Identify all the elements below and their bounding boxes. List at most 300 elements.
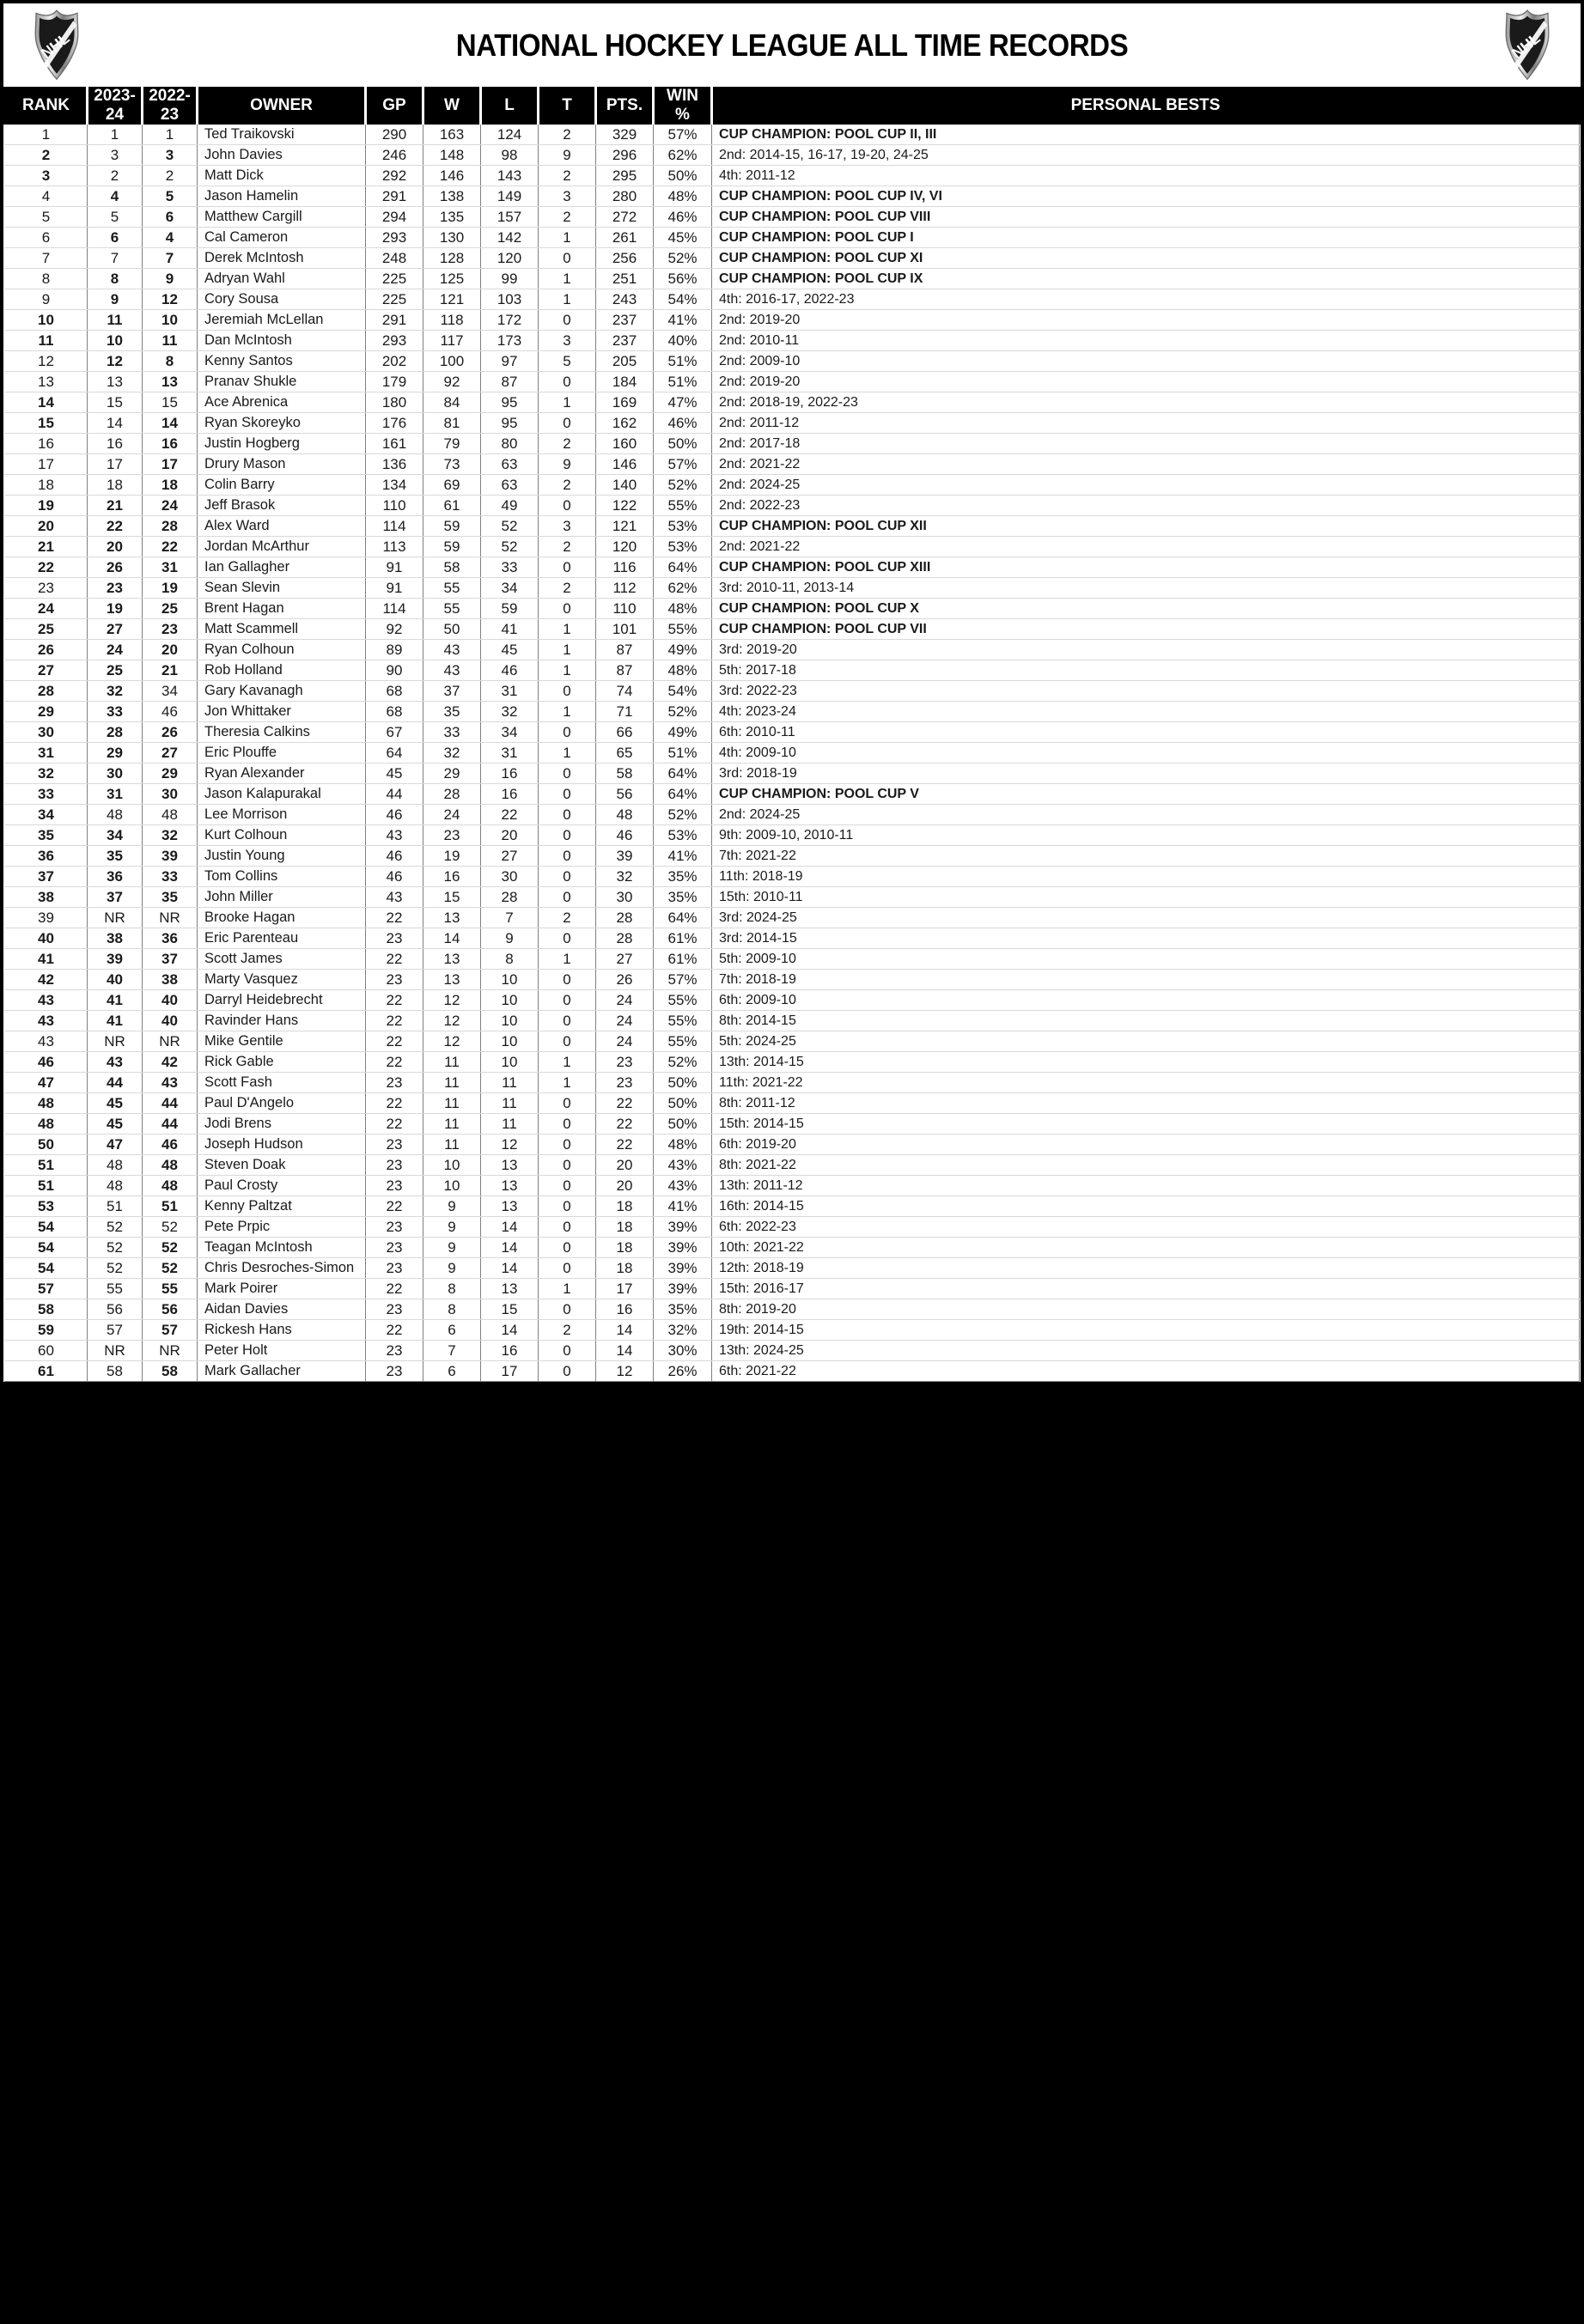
cell-2022-23: 48	[143, 1176, 198, 1196]
cell-w: 15	[423, 887, 481, 908]
table-header-row	[5, 87, 1580, 125]
cell-owner: Eric Plouffe	[198, 743, 366, 764]
cell-owner: Derek McIntosh	[198, 248, 366, 269]
cell-personal-best: 13th: 2024-25	[712, 1341, 1580, 1361]
cell-personal-best: CUP CHAMPION: POOL CUP V	[712, 784, 1580, 805]
table-row[interactable]	[5, 516, 1580, 537]
table-row[interactable]	[5, 1217, 1580, 1238]
table-row[interactable]	[5, 475, 1580, 496]
cell-personal-best: 2nd: 2011-12	[712, 413, 1580, 434]
cell-t: 0	[539, 970, 596, 990]
cell-gp: 202	[366, 351, 423, 372]
cell-2022-23: 52	[143, 1238, 198, 1258]
cell-gp: 45	[366, 764, 423, 784]
cell-rank: 60	[5, 1341, 88, 1361]
cell-t: 1	[539, 743, 596, 764]
cell-2023-24: 32	[88, 681, 143, 702]
cell-pts: 18	[596, 1217, 654, 1238]
cell-rank: 15	[5, 413, 88, 434]
cell-win-pct: 55%	[654, 1011, 712, 1031]
cell-gp: 91	[366, 578, 423, 599]
cell-2022-23: 12	[143, 289, 198, 310]
page-title: NATIONAL HOCKEY LEAGUE ALL TIME RECORDS	[455, 27, 1129, 63]
cell-personal-best: 3rd: 2024-25	[712, 908, 1580, 928]
cell-win-pct: 26%	[654, 1361, 712, 1382]
cell-win-pct: 35%	[654, 1299, 712, 1320]
cell-rank: 14	[5, 392, 88, 413]
table-row[interactable]	[5, 949, 1580, 970]
cell-rank: 48	[5, 1093, 88, 1114]
cell-owner: Teagan McIntosh	[198, 1238, 366, 1258]
cell-t: 1	[539, 619, 596, 640]
cell-owner: Aidan Davies	[198, 1299, 366, 1320]
cell-l: 13	[481, 1279, 539, 1299]
cell-2023-24: NR	[88, 908, 143, 928]
cell-rank: 6	[5, 228, 88, 248]
cell-gp: 23	[366, 1073, 423, 1093]
cell-t: 1	[539, 392, 596, 413]
cell-pts: 24	[596, 1031, 654, 1052]
table-row[interactable]	[5, 784, 1580, 805]
cell-l: 52	[481, 537, 539, 557]
cell-personal-best: 4th: 2011-12	[712, 166, 1580, 186]
cell-win-pct: 53%	[654, 516, 712, 537]
cell-win-pct: 55%	[654, 990, 712, 1011]
cell-win-pct: 48%	[654, 1135, 712, 1155]
table-row[interactable]	[5, 1299, 1580, 1320]
cell-l: 17	[481, 1361, 539, 1382]
cell-personal-best: 11th: 2021-22	[712, 1073, 1580, 1093]
cell-gp: 110	[366, 496, 423, 516]
cell-win-pct: 48%	[654, 186, 712, 207]
table-row[interactable]	[5, 434, 1580, 454]
cell-l: 63	[481, 475, 539, 496]
cell-t: 1	[539, 269, 596, 289]
cell-personal-best: 6th: 2019-20	[712, 1135, 1580, 1155]
table-row[interactable]	[5, 496, 1580, 516]
col-header-2022-23[interactable]: 2022-23	[143, 87, 198, 125]
table-row[interactable]	[5, 990, 1580, 1011]
cell-win-pct: 62%	[654, 145, 712, 166]
cell-personal-best: 8th: 2019-20	[712, 1299, 1580, 1320]
cell-2022-23: 37	[143, 949, 198, 970]
cell-t: 1	[539, 228, 596, 248]
cell-pts: 74	[596, 681, 654, 702]
cell-gp: 91	[366, 557, 423, 578]
cell-pts: 121	[596, 516, 654, 537]
cell-personal-best: 15th: 2010-11	[712, 887, 1580, 908]
table-row[interactable]	[5, 331, 1580, 351]
cell-l: 63	[481, 454, 539, 475]
cell-2022-23: 25	[143, 599, 198, 619]
cell-t: 2	[539, 434, 596, 454]
cell-l: 12	[481, 1135, 539, 1155]
cell-t: 2	[539, 1320, 596, 1341]
cell-personal-best: 5th: 2009-10	[712, 949, 1580, 970]
cell-2022-23: 28	[143, 516, 198, 537]
cell-t: 1	[539, 640, 596, 660]
cell-l: 13	[481, 1176, 539, 1196]
table-row[interactable]	[5, 1341, 1580, 1361]
cell-t: 2	[539, 475, 596, 496]
cell-gp: 134	[366, 475, 423, 496]
cell-owner: Lee Morrison	[198, 805, 366, 825]
cell-owner: Mark Gallacher	[198, 1361, 366, 1382]
cell-pts: 18	[596, 1196, 654, 1217]
cell-win-pct: 40%	[654, 331, 712, 351]
table-row[interactable]	[5, 702, 1580, 722]
cell-win-pct: 64%	[654, 764, 712, 784]
cell-win-pct: 50%	[654, 1073, 712, 1093]
cell-owner: Jason Kalapurakal	[198, 784, 366, 805]
cell-2022-23: 33	[143, 867, 198, 887]
cell-win-pct: 51%	[654, 351, 712, 372]
cell-gp: 90	[366, 660, 423, 681]
cell-t: 1	[539, 1279, 596, 1299]
cell-personal-best: 3rd: 2014-15	[712, 928, 1580, 949]
cell-win-pct: 57%	[654, 970, 712, 990]
cell-gp: 23	[366, 1155, 423, 1176]
table-row[interactable]	[5, 908, 1580, 928]
cell-pts: 256	[596, 248, 654, 269]
table-row[interactable]	[5, 681, 1580, 702]
table-row[interactable]	[5, 1155, 1580, 1176]
table-row[interactable]	[5, 392, 1580, 413]
cell-2022-23: 42	[143, 1052, 198, 1073]
cell-personal-best: 4th: 2009-10	[712, 743, 1580, 764]
cell-personal-best: 10th: 2021-22	[712, 1238, 1580, 1258]
cell-gp: 293	[366, 228, 423, 248]
cell-t: 1	[539, 1052, 596, 1073]
cell-2023-24: 4	[88, 186, 143, 207]
cell-2023-24: 48	[88, 805, 143, 825]
table-row[interactable]	[5, 1093, 1580, 1114]
table-row[interactable]	[5, 660, 1580, 681]
cell-gp: 291	[366, 310, 423, 331]
table-row[interactable]	[5, 619, 1580, 640]
cell-rank: 35	[5, 825, 88, 846]
cell-gp: 113	[366, 537, 423, 557]
cell-owner: Pranav Shukle	[198, 372, 366, 392]
table-row[interactable]	[5, 269, 1580, 289]
cell-2023-24: 22	[88, 516, 143, 537]
cell-personal-best: 3rd: 2022-23	[712, 681, 1580, 702]
cell-2023-24: 14	[88, 413, 143, 434]
cell-w: 10	[423, 1176, 481, 1196]
cell-2023-24: 41	[88, 990, 143, 1011]
table-row[interactable]	[5, 805, 1580, 825]
cell-gp: 180	[366, 392, 423, 413]
cell-gp: 161	[366, 434, 423, 454]
cell-personal-best: 9th: 2009-10, 2010-11	[712, 825, 1580, 846]
cell-2023-24: 21	[88, 496, 143, 516]
cell-gp: 23	[366, 1258, 423, 1279]
table-row[interactable]	[5, 1320, 1580, 1341]
cell-gp: 22	[366, 1031, 423, 1052]
col-header-rank[interactable]: RANK	[5, 87, 88, 125]
col-header-2023-24[interactable]: 2023-24	[88, 87, 143, 125]
cell-2023-24: 30	[88, 764, 143, 784]
table-row[interactable]	[5, 928, 1580, 949]
table-row[interactable]	[5, 599, 1580, 619]
cell-2022-23: NR	[143, 1031, 198, 1052]
table-row[interactable]	[5, 166, 1580, 186]
cell-personal-best: CUP CHAMPION: POOL CUP I	[712, 228, 1580, 248]
cell-2022-23: 57	[143, 1320, 198, 1341]
cell-rank: 30	[5, 722, 88, 743]
cell-personal-best: CUP CHAMPION: POOL CUP VII	[712, 619, 1580, 640]
cell-win-pct: 45%	[654, 228, 712, 248]
table-row[interactable]	[5, 1279, 1580, 1299]
cell-owner: Joseph Hudson	[198, 1135, 366, 1155]
cell-2023-24: 6	[88, 228, 143, 248]
cell-2022-23: 18	[143, 475, 198, 496]
cell-gp: 292	[366, 166, 423, 186]
cell-l: 41	[481, 619, 539, 640]
table-row[interactable]	[5, 1114, 1580, 1135]
cell-w: 10	[423, 1155, 481, 1176]
table-row[interactable]	[5, 640, 1580, 660]
cell-personal-best: 6th: 2021-22	[712, 1361, 1580, 1382]
table-row[interactable]	[5, 1031, 1580, 1052]
cell-win-pct: 41%	[654, 1196, 712, 1217]
cell-l: 16	[481, 784, 539, 805]
cell-personal-best: 2nd: 2021-22	[712, 454, 1580, 475]
cell-pts: 23	[596, 1073, 654, 1093]
cell-win-pct: 57%	[654, 125, 712, 145]
cell-l: 103	[481, 289, 539, 310]
cell-l: 95	[481, 413, 539, 434]
cell-2022-23: 44	[143, 1114, 198, 1135]
col-header-pts[interactable]: PTS.	[596, 87, 654, 125]
cell-l: 14	[481, 1238, 539, 1258]
cell-rank: 3	[5, 166, 88, 186]
cell-personal-best: 3rd: 2018-19	[712, 764, 1580, 784]
cell-rank: 39	[5, 908, 88, 928]
cell-personal-best: CUP CHAMPION: POOL CUP IX	[712, 269, 1580, 289]
cell-owner: Adryan Wahl	[198, 269, 366, 289]
table-row[interactable]	[5, 722, 1580, 743]
cell-rank: 32	[5, 764, 88, 784]
table-row[interactable]	[5, 413, 1580, 434]
cell-l: 34	[481, 722, 539, 743]
table-row[interactable]	[5, 846, 1580, 867]
cell-win-pct: 39%	[654, 1258, 712, 1279]
cell-rank: 38	[5, 887, 88, 908]
cell-2023-24: 23	[88, 578, 143, 599]
cell-pts: 205	[596, 351, 654, 372]
cell-pts: 120	[596, 537, 654, 557]
cell-t: 0	[539, 805, 596, 825]
page-root	[0, 3, 1584, 2324]
cell-owner: John Miller	[198, 887, 366, 908]
col-header-l[interactable]: L	[481, 87, 539, 125]
cell-w: 58	[423, 557, 481, 578]
cell-rank: 48	[5, 1114, 88, 1135]
cell-owner: Rickesh Hans	[198, 1320, 366, 1341]
cell-rank: 61	[5, 1361, 88, 1382]
cell-win-pct: 50%	[654, 1093, 712, 1114]
table-row[interactable]	[5, 1361, 1580, 1382]
cell-2022-23: 23	[143, 619, 198, 640]
cell-w: 11	[423, 1073, 481, 1093]
table-row[interactable]	[5, 1011, 1580, 1031]
table-row[interactable]	[5, 372, 1580, 392]
table-row[interactable]	[5, 743, 1580, 764]
cell-w: 84	[423, 392, 481, 413]
cell-rank: 21	[5, 537, 88, 557]
cell-t: 0	[539, 496, 596, 516]
cell-2023-24: 34	[88, 825, 143, 846]
cell-2022-23: 52	[143, 1217, 198, 1238]
cell-owner: Colin Barry	[198, 475, 366, 496]
cell-w: 9	[423, 1238, 481, 1258]
cell-pts: 18	[596, 1258, 654, 1279]
cell-rank: 41	[5, 949, 88, 970]
table-row[interactable]	[5, 289, 1580, 310]
cell-win-pct: 35%	[654, 887, 712, 908]
table-row[interactable]	[5, 186, 1580, 207]
table-row[interactable]	[5, 970, 1580, 990]
cell-win-pct: 61%	[654, 949, 712, 970]
table-row[interactable]	[5, 764, 1580, 784]
table-row[interactable]	[5, 1135, 1580, 1155]
cell-owner: Brooke Hagan	[198, 908, 366, 928]
cell-gp: 23	[366, 928, 423, 949]
table-row[interactable]	[5, 310, 1580, 331]
cell-personal-best: 2nd: 2018-19, 2022-23	[712, 392, 1580, 413]
table-row[interactable]	[5, 125, 1580, 145]
table-row[interactable]	[5, 1258, 1580, 1279]
cell-gp: 248	[366, 248, 423, 269]
cell-2023-24: 35	[88, 846, 143, 867]
cell-personal-best: 15th: 2014-15	[712, 1114, 1580, 1135]
cell-w: 138	[423, 186, 481, 207]
cell-owner: Ryan Skoreyko	[198, 413, 366, 434]
cell-owner: Paul D'Angelo	[198, 1093, 366, 1114]
col-header-owner[interactable]: OWNER	[198, 87, 366, 125]
table-row[interactable]	[5, 557, 1580, 578]
cell-2023-24: 37	[88, 887, 143, 908]
cell-personal-best: 7th: 2021-22	[712, 846, 1580, 867]
cell-win-pct: 51%	[654, 743, 712, 764]
cell-owner: Paul Crosty	[198, 1176, 366, 1196]
cell-2022-23: 4	[143, 228, 198, 248]
cell-owner: Kurt Colhoun	[198, 825, 366, 846]
table-row[interactable]	[5, 228, 1580, 248]
table-row[interactable]	[5, 537, 1580, 557]
table-row[interactable]	[5, 867, 1580, 887]
cell-pts: 261	[596, 228, 654, 248]
col-header-w[interactable]: W	[423, 87, 481, 125]
cell-l: 10	[481, 990, 539, 1011]
all-time-records-table	[3, 87, 1581, 1382]
cell-owner: Peter Holt	[198, 1341, 366, 1361]
cell-2022-23: 5	[143, 186, 198, 207]
cell-pts: 14	[596, 1341, 654, 1361]
table-row[interactable]	[5, 248, 1580, 269]
cell-personal-best: 8th: 2011-12	[712, 1093, 1580, 1114]
cell-2022-23: 46	[143, 1135, 198, 1155]
cell-win-pct: 39%	[654, 1238, 712, 1258]
cell-2023-24: 31	[88, 784, 143, 805]
cell-w: 32	[423, 743, 481, 764]
cell-2022-23: 6	[143, 207, 198, 228]
table-row[interactable]	[5, 1176, 1580, 1196]
cell-w: 13	[423, 908, 481, 928]
table-row[interactable]	[5, 351, 1580, 372]
cell-pts: 272	[596, 207, 654, 228]
cell-2022-23: 34	[143, 681, 198, 702]
cell-gp: 23	[366, 1217, 423, 1238]
cell-l: 98	[481, 145, 539, 166]
cell-t: 5	[539, 351, 596, 372]
cell-t: 0	[539, 1031, 596, 1052]
cell-personal-best: 12th: 2018-19	[712, 1258, 1580, 1279]
table-row[interactable]	[5, 145, 1580, 166]
cell-l: 10	[481, 1052, 539, 1073]
table-row[interactable]	[5, 1238, 1580, 1258]
table-row[interactable]	[5, 1052, 1580, 1073]
cell-rank: 1	[5, 125, 88, 145]
cell-w: 92	[423, 372, 481, 392]
table-row[interactable]	[5, 207, 1580, 228]
cell-gp: 294	[366, 207, 423, 228]
table-row[interactable]	[5, 887, 1580, 908]
cell-win-pct: 52%	[654, 805, 712, 825]
cell-2022-23: 14	[143, 413, 198, 434]
svg-text:NHL: NHL	[37, 28, 73, 62]
cell-l: 31	[481, 681, 539, 702]
cell-2023-24: 13	[88, 372, 143, 392]
cell-gp: 293	[366, 331, 423, 351]
cell-personal-best: 8th: 2021-22	[712, 1155, 1580, 1176]
cell-pts: 280	[596, 186, 654, 207]
cell-w: 43	[423, 640, 481, 660]
table-row[interactable]	[5, 454, 1580, 475]
table-row[interactable]	[5, 1073, 1580, 1093]
cell-t: 9	[539, 145, 596, 166]
cell-personal-best: 2nd: 2009-10	[712, 351, 1580, 372]
cell-win-pct: 46%	[654, 413, 712, 434]
table-row[interactable]	[5, 1196, 1580, 1217]
table-row[interactable]	[5, 825, 1580, 846]
cell-2023-24: 47	[88, 1135, 143, 1155]
cell-t: 2	[539, 908, 596, 928]
cell-gp: 179	[366, 372, 423, 392]
cell-personal-best: 2nd: 2017-18	[712, 434, 1580, 454]
cell-2022-23: 31	[143, 557, 198, 578]
col-header-t[interactable]: T	[539, 87, 596, 125]
cell-gp: 22	[366, 1320, 423, 1341]
col-header-personal-bests[interactable]: PERSONAL BESTS	[712, 87, 1580, 125]
cell-t: 0	[539, 1155, 596, 1176]
cell-rank: 28	[5, 681, 88, 702]
cell-t: 0	[539, 1196, 596, 1217]
table-row[interactable]	[5, 578, 1580, 599]
cell-2022-23: 36	[143, 928, 198, 949]
cell-w: 59	[423, 537, 481, 557]
col-header-win-pct[interactable]: WIN %	[654, 87, 712, 125]
cell-personal-best: CUP CHAMPION: POOL CUP X	[712, 599, 1580, 619]
cell-rank: 5	[5, 207, 88, 228]
col-header-gp[interactable]: GP	[366, 87, 423, 125]
cell-w: 13	[423, 970, 481, 990]
cell-2022-23: 1	[143, 125, 198, 145]
cell-win-pct: 57%	[654, 454, 712, 475]
cell-owner: Ryan Colhoun	[198, 640, 366, 660]
cell-t: 1	[539, 702, 596, 722]
